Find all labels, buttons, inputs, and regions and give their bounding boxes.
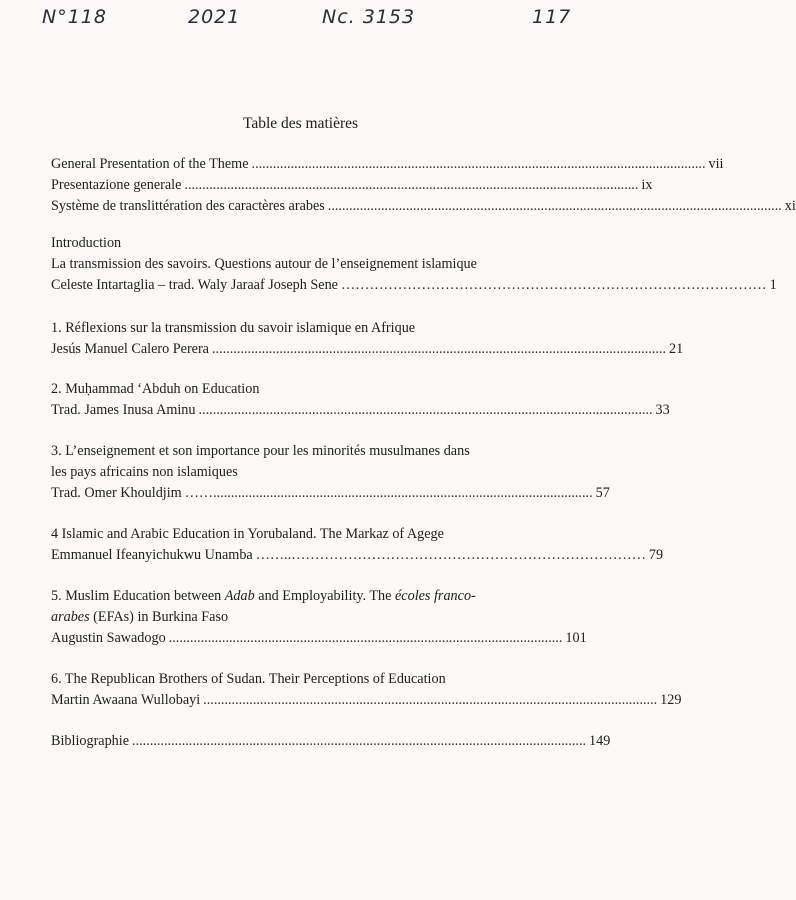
entry-title: La transmission des savoirs. Questions autour de l’enseignement islamique [51,256,477,272]
handwritten-note-4: 117 [532,6,572,28]
toc-chapter-5[interactable] [51,588,587,651]
entry-author-row: Augustin Sawadogo ............................................................................................................... 101 [51,630,587,646]
toc-entry[interactable]: Système de translittération des caractères arabes ................................................................................................................................ xi [51,198,796,214]
entry-author-row: Martin Awaana Wullobayi ................................................................................................................................ 129 [51,692,682,708]
toc-chapter-1[interactable] [51,320,684,362]
entry-author-row: Celeste Intartaglia – trad. Waly Jaraaf Joseph Sene ……………………………………………………………………………… 1 [51,277,777,293]
handwritten-note-1: N°118 [42,6,107,28]
entry-author-row: Trad. James Inusa Aminu ................................................................................................................................ 33 [51,402,670,418]
entry-title: 5. Muslim Education between Adab and Employability. The écoles franco- [51,588,476,604]
entry-author-row: Jesús Manuel Calero Perera ................................................................................................................................ 21 [51,341,684,357]
toc-entry[interactable]: Presentazione generale ................................................................................................................................ ix [51,177,653,193]
page-title: Table des matières [242,115,359,132]
toc-chapter-2[interactable] [51,381,670,423]
toc-introduction[interactable] [51,235,777,298]
toc-chapter-4[interactable] [51,526,664,568]
handwritten-note-2: 2021 [188,6,241,28]
toc-chapter-3[interactable] [51,443,610,506]
handwritten-note-3: Nc. 3153 [322,6,416,28]
toc-front-matter [51,156,796,219]
entry-title: 2. Muḥammad ‘Abduh on Education [51,381,260,397]
entry-author-row: Trad. Omer Khouldjim ……........................................................................................................... 57 [51,485,610,501]
entry-title: 3. L’enseignement et son importance pour les minorités musulmanes dans [51,443,470,459]
toc-bibliography[interactable] [51,733,611,754]
section-heading: Introduction [51,235,122,251]
entry-title: 1. Réflexions sur la transmission du savoir islamique en Afrique [51,320,416,336]
entry-title: 6. The Republican Brothers of Sudan. Their Perceptions of Education [51,671,446,687]
entry-author-row: Bibliographie ................................................................................................................................ 149 [51,733,611,749]
entry-title-cont: les pays africains non islamiques [51,464,238,480]
toc-entry[interactable]: General Presentation of the Theme ................................................................................................................................ vii [51,156,724,172]
entry-title-cont: arabes (EFAs) in Burkina Faso [51,609,229,625]
toc-chapter-6[interactable] [51,671,682,713]
entry-title: 4 Islamic and Arabic Education in Yorubaland. The Markaz of Agege [51,526,444,542]
entry-author-row: Emmanuel Ifeanyichukwu Unamba ……..………………………………………………………………… 79 [51,547,664,563]
